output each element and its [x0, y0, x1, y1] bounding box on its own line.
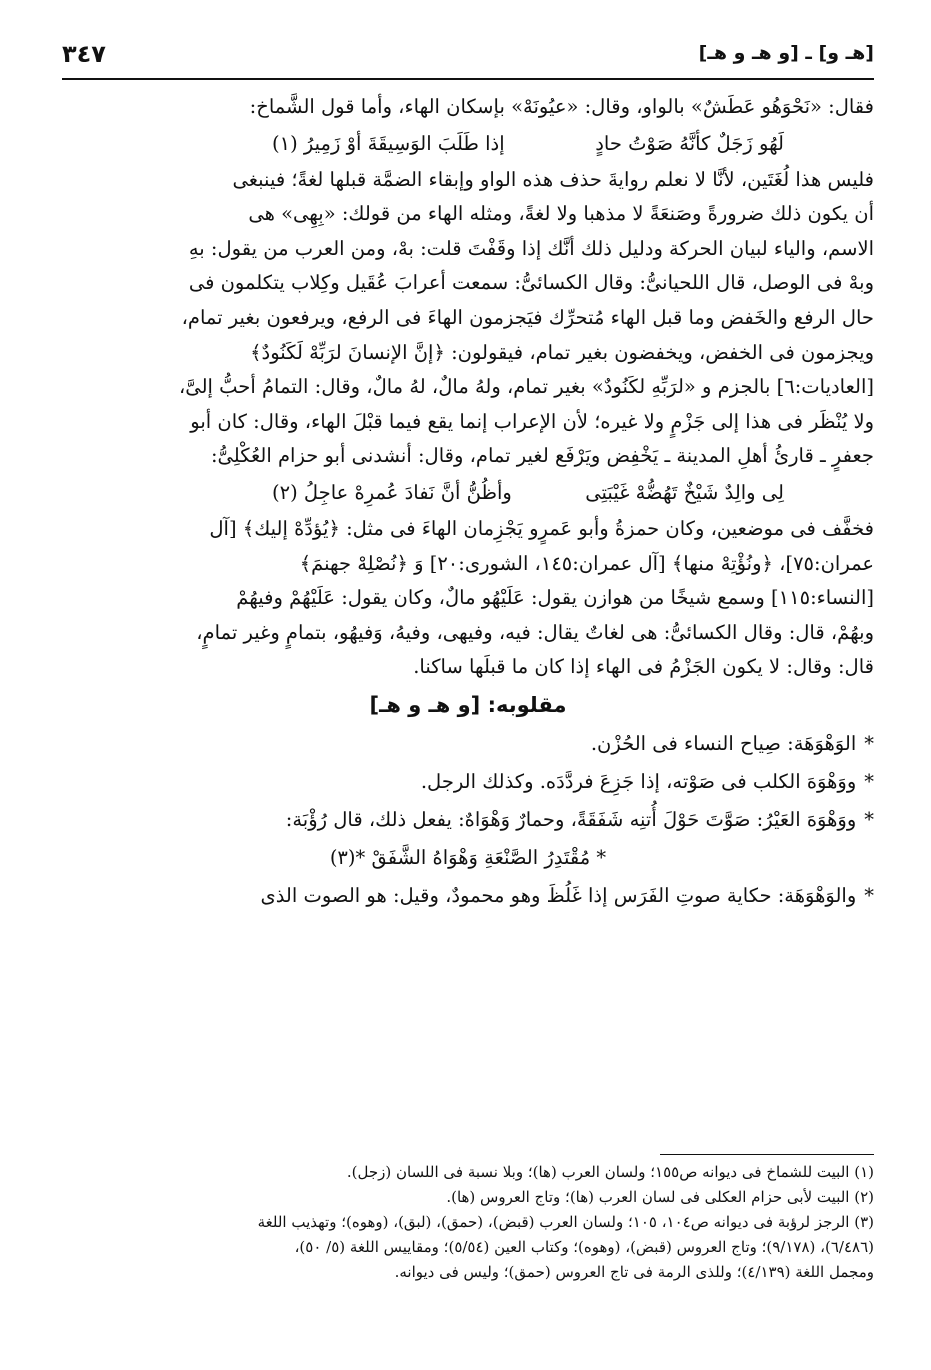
star-bullet: *: [864, 769, 874, 793]
footnotes: [62, 1160, 874, 1285]
text-line: قال: وقال: لا يكون الجَزْمُ فى الهاء إذا كان ما قبلَها ساكنا.: [413, 655, 874, 679]
text-line: عمران:٧٥]، ﴿ونُؤْتِهْ منها﴾ [آل عمران:١٤٥، الشورى:٢٠] وَ ﴿نُصْلِهْ جهنمَ﴾: [299, 551, 874, 575]
verse-hemistich: لِى والِدٌ شَيْخٌ تَهُضُّهْ غَيْبَتِى: [585, 480, 784, 504]
text-line: أن يكون ذلك ضرورةً وصَنعَةً لا مذهبا ولا لغةً، ومثله الهاء من قولك: «بِهِى» هى: [248, 202, 874, 226]
footnote: ومجمل اللغة (٤/١٣٩)؛ وللذى الرمة فى تاج العروس (حمق)؛ وليس فى ديوانه.: [394, 1263, 874, 1281]
verse-1: [62, 125, 874, 163]
verse-2: [62, 474, 874, 512]
verse-hemistich: لَهُو زَجَلٌ كأنَّهُ صَوْتُ حادٍ: [595, 131, 784, 155]
entry-item: [62, 801, 874, 839]
entry-text: ووَهْوَهَ الكلب فى صَوْته، إذا جَزِعَ فردَّدَه. وكذلك الرجل.: [420, 769, 857, 793]
footnote: (١) البيت للشماخ فى ديوانه ص١٥٥؛ ولسان العرب (ها)؛ وبلا نسبة فى اللسان (زجل).: [346, 1163, 874, 1181]
text-line: ولا يُنْظَر فى هذا إلى جَزْمٍ ولا غيره؛ لأن الإعراب إنما يقع فيما قبْلَ الهاء، وقال: كان أبو: [190, 409, 874, 433]
header-divider: [62, 78, 874, 80]
text-line: جعفرٍ ـ قارئُ أهلِ المدينة ـ يَخْفِض ويَرْفَع لغير تمام، وقال: أنشدنى أبو حزام العُكْلِىُّ:: [210, 444, 874, 468]
text-line: فقال: «نَحْوَهُو عَطَشٌ» بالواو، وقال: «عيُونَهْ» بإسكان الهاء، وأما قول الشَّماخ:: [249, 95, 874, 118]
star-bullet: *: [864, 731, 874, 755]
entry-item: [62, 763, 874, 801]
verse-hemistich: إذا طَلَبَ الوَسِيقَةَ أوْ زَمِيرُ (١): [272, 131, 505, 155]
entry-item: [62, 725, 874, 763]
running-head: [هـ و] ـ [و هـ و هـ]: [698, 42, 874, 64]
verse-hemistich: وأظُنُّ أنَّ نَفادَ عُمرِهْ عاجِلُ (٢): [272, 480, 512, 504]
star-bullet: *: [864, 883, 874, 907]
text-line: [العاديات:٦] بالجزم و «لرَبِّهِ لكَنُودٌ» بغير تمام، ولهُ مالٌ، لهُ مالٌ، وقال: التمامُ أحبُّ إلىَّ،: [179, 375, 874, 399]
footnote-divider: [660, 1154, 874, 1155]
entry-item: [62, 877, 874, 915]
page-number: ٣٤٧: [62, 40, 106, 68]
main-text: [62, 90, 874, 915]
text-line: حال الرفع والخَفض وما قبل الهاء مُتحرِّك فيَجزمون الهاءَ فى الرفع، ويرفعون بغير تمام،: [181, 305, 874, 329]
text-line: الاسم، والياء لبيان الحركة ودليل ذلك أنَّك إذا وقَفْتَ قلت: بهْ، ومن العرب من يقول: بهِ: [188, 236, 874, 260]
section-heading: مقلوبه: [و هـ و هـ]: [369, 692, 567, 717]
text-line: فليس هذا لُغَتَين، لأنَّا لا نعلم روايةَ حذف هذه الواو وإبقاء الضمَّة قبلها لغةً؛ فينبغى: [232, 167, 874, 191]
footnote: (٦/٤٨٦)، (٩/١٧٨)؛ وتاج العروس (قبض)، (وهوه)؛ وكتاب العين (٥/٥٤)؛ ومقاييس اللغة (٥/ ٥٠)،: [294, 1238, 874, 1256]
page-header: [62, 40, 874, 80]
entry-text: والوَهْوَهَة: حكاية صوتِ الفَرَس إذا غَلُظَ وهو محمودٌ، وقيل: هو الصوت الذى: [260, 883, 857, 907]
footnote: (٣) الرجز لرؤبة فى ديوانه ص١٠٤، ١٠٥؛ ولسان العرب (قبض)، (حمق)، (لبق)، (وهوه)؛ وتهذيب اللغة: [257, 1213, 874, 1231]
star-bullet: *: [864, 807, 874, 831]
entry-text: ووَهْوَهَ العَيْرُ: صَوَّتَ حَوْلَ أُتنِه شَفَقَةً، وحمارٌ وَهْوَاهٌ: يفعل ذلك، قال رُؤْبَة:: [285, 807, 857, 831]
text-line: وبهْ فى الوصل، قال اللحيانىُّ: وقال الكسائىُّ: سمعت أعرابَ عُقَيل وكِلاب يتكلمون فى: [188, 271, 874, 295]
text-line: وبهُمْ، قال: وقال الكسائىُّ: هى لغاتٌ يقال: فيه، وفيهى، وفيهُ، وَفيهُو، بتمامٍ وغير تمامٍ،: [196, 620, 874, 644]
rajaz-verse: * مُقْتَدِرُ الصَّنْعَةِ وَهْوَاهُ الشَّفَقْ *(٣): [329, 845, 607, 869]
text-line: [النساء:١١٥] وسمع شيخًا من هوازن يقول: عَلَيْهُو مالٌ، وكان يقول: عَلَيْهُمْ وفيهُمْ: [236, 586, 874, 610]
text-line: فخفَّف فى موضعين، وكان حمزةُ وأبو عَمرٍو يَجْزِمان الهاءَ فى مثل: ﴿يُؤدِّهْ إليك﴾ [آل: [209, 516, 874, 540]
footnote: (٢) البيت لأبى حزام العكلى فى لسان العرب (ها)؛ وتاج العروس (ها).: [446, 1188, 874, 1206]
text-line: ويجزمون فى الخفض، ويخفضون بغير تمام، فيقولون: ﴿إنَّ الإنسانَ لرَبِّهْ لَكَنُودٌ﴾: [250, 340, 874, 364]
entry-text: الوَهْوَهَة: صِياح النساء فى الحُزْن.: [590, 731, 857, 755]
